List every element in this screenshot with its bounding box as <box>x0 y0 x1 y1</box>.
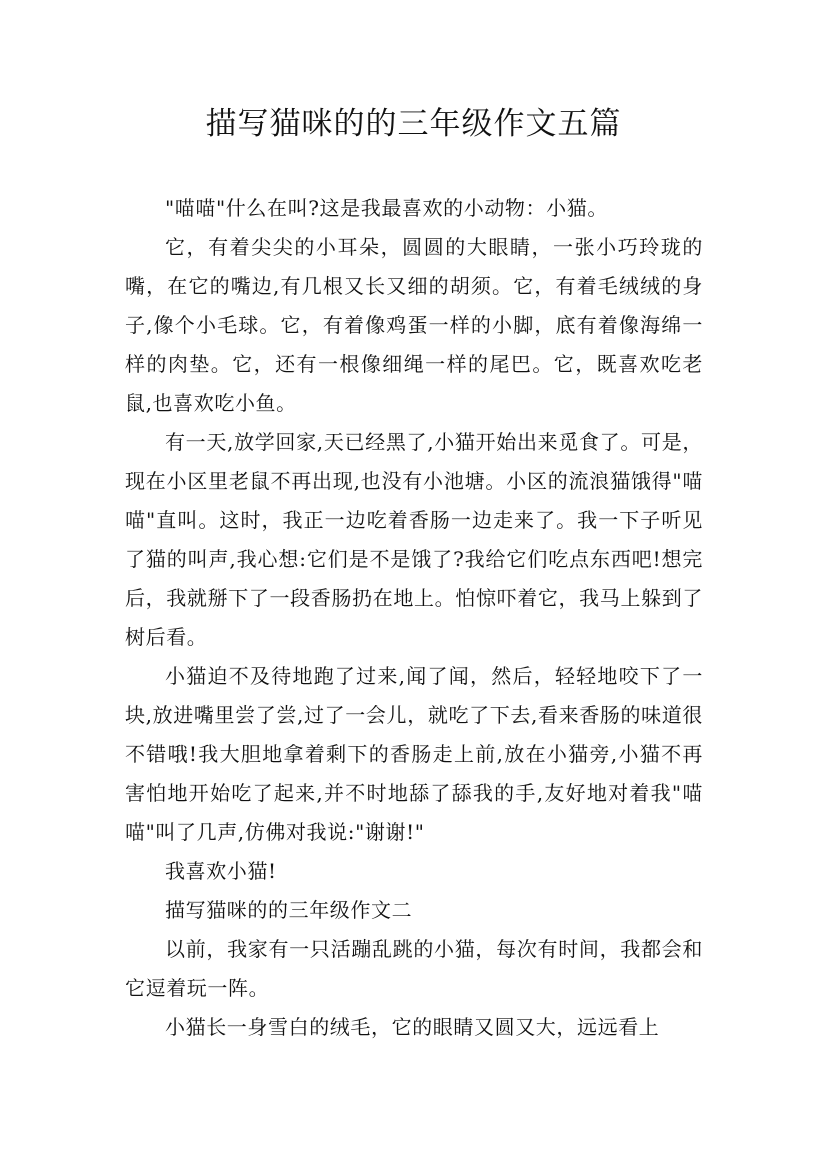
paragraph-cat-eats: 小猫迫不及待地跑了过来,闻了闻，然后，轻轻地咬下了一块,放进嘴里尝了尝,过了一会儿，就吃了下去,看来香肠的味道很不错哦!我大胆地拿着剩下的香肠走上前,放在小猫旁,小猫不再害怕地开始吃了起来,并不时地舔了舔我的手,友好地对着我"喵喵"叫了几声,仿佛对我说:"谢谢!" <box>125 664 703 844</box>
paragraph-appearance: 它，有着尖尖的小耳朵，圆圆的大眼睛，一张小巧玲珑的嘴，在它的嘴边,有几根又长又细的胡须。它，有着毛绒绒的身子,像个小毛球。它，有着像鸡蛋一样的小脚，底有着像海绵一样的肉垫。它，还有一根像细绳一样的尾巴。它，既喜欢吃老鼠,也喜欢吃小鱼。 <box>125 235 703 415</box>
paragraph-one-day: 有一天,放学回家,天已经黑了,小猫开始出来觅食了。可是，现在小区里老鼠不再出现,也没有小池塘。小区的流浪猫饿得"喵喵"直叫。这时，我正一边吃着香肠一边走来了。我一下子听见了猫的叫声,我心想:它们是不是饿了?我给它们吃点东西吧!想完后，我就掰下了一段香肠扔在地上。怕惊吓着它，我马上躲到了树后看。 <box>125 430 703 649</box>
paragraph-essay-two-intro: 以前，我家有一只活蹦乱跳的小猫，每次有时间，我都会和它逗着玩一阵。 <box>125 937 703 1000</box>
paragraph-essay-two-fur: 小猫长一身雪白的绒毛，它的眼睛又圆又大，远远看上 <box>165 1015 660 1039</box>
document-body <box>125 189 703 1047</box>
paragraph-i-like-cats: 我喜欢小猫! <box>165 859 277 883</box>
document-title: 描写猫咪的的三年级作文五篇 <box>205 106 622 142</box>
paragraph-intro: "喵喵"什么在叫?这是我最喜欢的小动物：小猫。 <box>165 196 608 220</box>
section-heading-essay-two: 描写猫咪的的三年级作文二 <box>165 898 413 922</box>
